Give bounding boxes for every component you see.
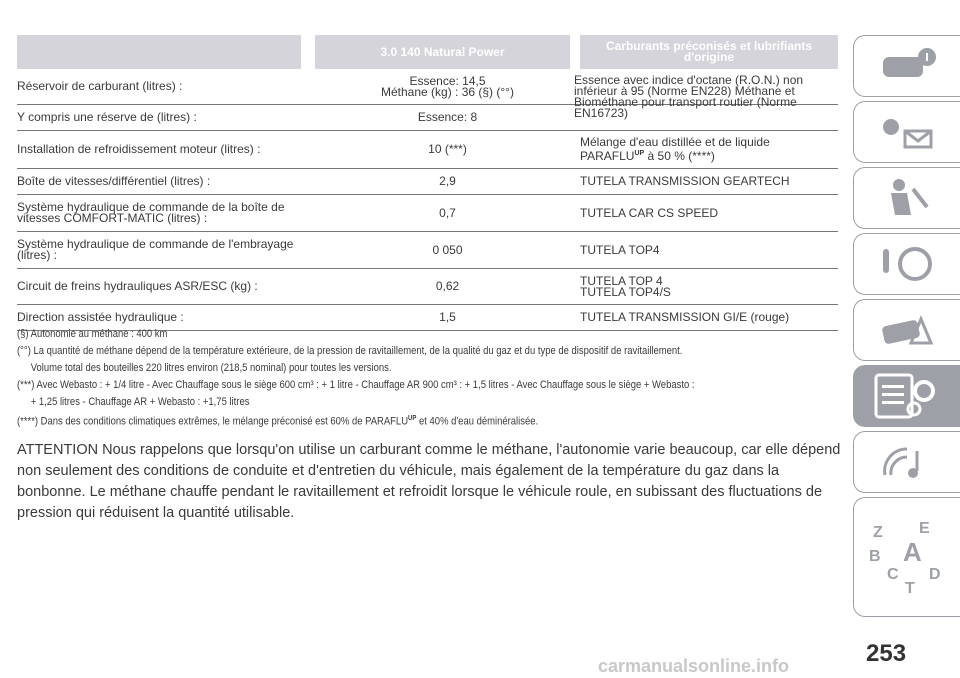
row-value: 10 (***) (428, 142, 467, 156)
row-label: Boîte de vitesses/différentiel (litres) : (17, 174, 211, 188)
table-row (17, 131, 838, 169)
row-label: Direction assistée hydraulique : (17, 310, 184, 324)
footnote: (***) Avec Webasto : + 1/4 litre - Avec Chauffage sous le siège 600 cm³ : + 1 litre - Chauffage AR 900 cm³ : + 1,5 litres - Avec Chauffage sous le siège + Webasto : (17, 379, 695, 391)
row-value: 0,7 (439, 205, 456, 220)
index-letter-z: Z (873, 524, 883, 541)
row-fuel (580, 269, 838, 304)
table-row (17, 269, 838, 305)
row-fuel: TUTELA TRANSMISSION GEARTECH (580, 174, 790, 188)
index-letter-a: A (903, 537, 922, 567)
header-fuels: Carburants préconisés et lubrifiants d'origine (580, 35, 838, 69)
tab-emergency[interactable] (853, 299, 960, 361)
row-value: 2,9 (439, 174, 456, 188)
tab-multimedia[interactable] (853, 431, 960, 493)
tab-safety[interactable] (853, 167, 960, 229)
row-label: Système hydraulique de commande de l'embrayage (litres) : (17, 237, 294, 262)
tab-index[interactable] (853, 497, 960, 617)
row-value (315, 69, 580, 104)
car-info-icon (877, 45, 937, 87)
table-header (17, 35, 838, 69)
row-label: Système hydraulique de commande de la boîte de vitesses COMFORT-MATIC (litres) : (17, 200, 285, 225)
header-blank (17, 35, 301, 69)
tab-warning-lights[interactable] (853, 101, 960, 163)
index-letter-b: B (869, 548, 881, 565)
paraflu-sup: UP (634, 150, 645, 157)
page-number: 253 (866, 640, 907, 667)
multimedia-icon (877, 441, 937, 483)
warning-lights-icon (877, 111, 937, 153)
row-value: 1,5 (439, 310, 456, 324)
specs-table (17, 35, 838, 331)
header-engine: 3.0 140 Natural Power (315, 35, 570, 69)
tab-car-info[interactable] (853, 35, 960, 97)
table-row (17, 232, 838, 269)
index-letter-t: T (905, 580, 915, 597)
fuel-line: Mélange d'eau distillée et de liquide (580, 135, 770, 149)
attention-paragraph: ATTENTION Nous rappelons que lorsqu'on utilise un carburant comme le méthane, l'autonomie varie beaucoup, car elle dépend non seulement des conditions de conduite et d'entretien du véhicule, mais également de la température du gaz dans la bonbonne. Le méthane chauffe pendant le ravitaillement et refroidit lorsque le véhicule roule, en subissant des fluctuations de pression qui réduisent la quantité utilisable. (17, 442, 841, 521)
footnote-text: et 40% d'eau déminéralisée. (416, 415, 539, 428)
row-label: Y compris une réserve de (litres) : (17, 110, 197, 124)
fuel-line: TUTELA TOP4/S (580, 284, 671, 299)
paraflu-rest: à 50 % (****) (644, 149, 715, 163)
table-row (17, 169, 838, 195)
value-line: Méthane (kg) : 36 (§) (°°) (381, 84, 514, 99)
row-value: 0 050 (432, 242, 463, 257)
footnote (17, 412, 847, 429)
fuel-line (580, 148, 715, 162)
footnote-text: (****) Dans des conditions climatiques extrêmes, le mélange préconisé est 60% de PARAFLU (17, 415, 409, 428)
breakdown-icon (877, 309, 937, 351)
footnote: (°°) La quantité de méthane dépend de la température extérieure, de la pression de ravitaillement, de la qualité du gaz et du type de dispositif de ravitaillement. (17, 345, 683, 357)
row-fuel: TUTELA TOP4 (580, 242, 660, 257)
index-letter-c: C (887, 566, 899, 583)
tab-driving[interactable] (853, 233, 960, 295)
tab-technical-data[interactable] (853, 365, 960, 427)
watermark: carmanualsonline.info (598, 656, 790, 676)
row-fuel (580, 131, 838, 168)
index-icon (867, 517, 947, 597)
steering-icon (877, 243, 937, 285)
row-label: Installation de refroidissement moteur (litres) : (17, 142, 261, 156)
row-label: Réservoir de carburant (litres) : (17, 79, 183, 93)
footnotes (17, 327, 847, 432)
safety-seat-icon (877, 177, 937, 219)
table-row (17, 195, 838, 232)
technical-data-icon (872, 371, 942, 421)
row-fuel: TUTELA CAR CS SPEED (580, 205, 719, 220)
index-letter-e: E (919, 520, 930, 537)
row-value: 0,62 (435, 279, 460, 293)
merged-fuel-cell: Essence avec indice d'octane (R.O.N.) non inférieur à 95 (Norme EN228) Méthane et Biométhane pour transport routier (Norme EN16723) (574, 73, 804, 120)
row-fuel: TUTELA TRANSMISSION GI/E (rouge) (580, 310, 790, 324)
value-line: Essence: 14,5 (409, 73, 486, 88)
index-letter-d: D (929, 566, 941, 583)
footnote: (§) Autonomie au méthane : 400 km (17, 328, 168, 340)
row-label: Circuit de freins hydrauliques ASR/ESC (kg) : (17, 279, 258, 293)
row-value: Essence: 8 (417, 110, 478, 124)
footnote: + 1,25 litres - Chauffage AR + Webasto : +1,75 litres (30, 396, 250, 408)
paraflu-text: PARAFLU (580, 149, 635, 163)
fuel-line: TUTELA TOP 4 (580, 273, 663, 288)
footnote-sup: UP (408, 415, 417, 422)
footnote: Volume total des bouteilles 220 litres environ (218,5 nominal) pour toutes les versions. (30, 362, 392, 374)
